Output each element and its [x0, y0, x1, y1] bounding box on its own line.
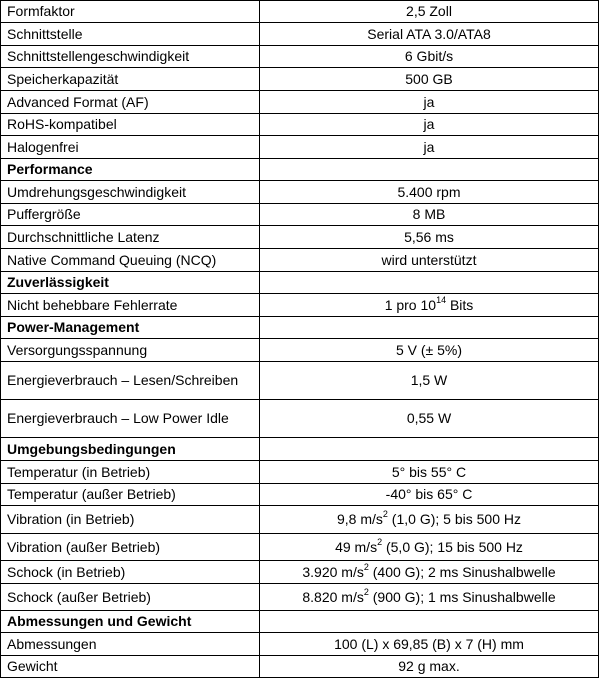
spec-value-exponent: 2 [363, 561, 369, 572]
section-row-power-management [1, 317, 599, 339]
section-heading: Zuverlässigkeit [1, 272, 260, 294]
section-row-abmessungen-und-gewicht [1, 611, 599, 633]
spec-row-vibration-in-betrieb [1, 506, 599, 534]
spec-label: Energieverbrauch – Low Power Idle [1, 400, 260, 438]
spec-label: Speicherkapazität [1, 68, 260, 91]
section-heading: Power-Management [1, 317, 260, 339]
section-empty-cell [260, 611, 599, 633]
spec-label: Native Command Queuing (NCQ) [1, 249, 260, 272]
spec-value-exponent: 2 [382, 509, 388, 519]
spec-value: 5 V (± 5%) [260, 339, 599, 362]
spec-row-vibration-ausser-betrieb [1, 534, 599, 561]
spec-row-temperatur-ausser-betrieb [1, 484, 599, 506]
spec-row-gewicht [1, 656, 599, 678]
spec-value-exponent: 14 [436, 294, 447, 305]
spec-row-durchschnittliche-latenz [1, 226, 599, 249]
spec-label: Formfaktor [1, 1, 260, 23]
spec-value [260, 294, 599, 317]
section-heading: Abmessungen und Gewicht [1, 611, 260, 633]
spec-row-schock-in-betrieb [1, 561, 599, 584]
spec-value: 92 g max. [260, 656, 599, 678]
spec-row-abmessungen [1, 633, 599, 656]
spec-value: -40° bis 65° C [260, 484, 599, 506]
spec-row-rohs-kompatibel [1, 114, 599, 136]
spec-label: RoHS-kompatibel [1, 114, 260, 136]
spec-value-suffix: (900 G); 1 ms Sinushalbwelle [368, 588, 556, 605]
spec-value [260, 506, 599, 534]
spec-label: Abmessungen [1, 633, 260, 656]
spec-row-nicht-behebbare-fehlerrate [1, 294, 599, 317]
spec-value [260, 561, 599, 584]
spec-label: Schock (außer Betrieb) [1, 584, 260, 611]
spec-value: 500 GB [260, 68, 599, 91]
spec-label: Versorgungsspannung [1, 339, 260, 362]
spec-row-versorgungsspannung [1, 339, 599, 362]
spec-value-suffix: Bits [446, 296, 474, 313]
spec-label: Temperatur (außer Betrieb) [1, 484, 260, 506]
spec-value-main: 8.820 m/s [302, 588, 364, 605]
spec-value: ja [260, 91, 599, 114]
spec-row-puffergroesse [1, 204, 599, 226]
section-heading: Umgebungsbedingungen [1, 438, 260, 461]
spec-value-exponent: 2 [377, 536, 383, 547]
spec-value: 6 Gbit/s [260, 46, 599, 68]
spec-row-schnittstellengeschwindigkeit [1, 46, 599, 68]
spec-value: Serial ATA 3.0/ATA8 [260, 23, 599, 46]
section-row-zuverlaessigkeit [1, 272, 599, 294]
spec-row-speicherkapazitaet [1, 68, 599, 91]
spec-value: 5,56 ms [260, 226, 599, 249]
spec-value: 100 (L) x 69,85 (B) x 7 (H) mm [260, 633, 599, 656]
spec-value: 1,5 W [260, 362, 599, 400]
spec-row-halogenfrei [1, 136, 599, 159]
section-row-umgebungsbedingungen [1, 438, 599, 461]
section-heading: Performance [1, 159, 260, 181]
spec-value-main: 49 m/s [335, 538, 378, 555]
spec-value-suffix: (400 G); 2 ms Sinushalbwelle [368, 563, 556, 580]
spec-value: 8 MB [260, 204, 599, 226]
section-row-performance [1, 159, 599, 181]
spec-value-main: 1 pro 10 [384, 296, 437, 313]
spec-label: Umdrehungsgeschwindigkeit [1, 181, 260, 204]
spec-value-main: 3.920 m/s [302, 563, 364, 580]
spec-value-suffix: (1,0 G); 5 bis 500 Hz [387, 511, 521, 527]
spec-value: 2,5 Zoll [260, 1, 599, 23]
spec-row-umdrehungsgeschwindigkeit [1, 181, 599, 204]
spec-label: Nicht behebbare Fehlerrate [1, 294, 260, 317]
spec-row-advanced-format-af [1, 91, 599, 114]
spec-row-energieverbrauch-lesen-schreiben [1, 362, 599, 400]
spec-row-formfaktor [1, 1, 599, 23]
spec-row-schock-ausser-betrieb [1, 584, 599, 611]
section-empty-cell [260, 438, 599, 461]
spec-label: Energieverbrauch – Lesen/Schreiben [1, 362, 260, 400]
spec-value [260, 584, 599, 611]
spec-value: 5.400 rpm [260, 181, 599, 204]
spec-label: Temperatur (in Betrieb) [1, 461, 260, 484]
spec-row-energieverbrauch-low-power-idle [1, 400, 599, 438]
spec-row-native-command-queuing-ncq [1, 249, 599, 272]
spec-value: 0,55 W [260, 400, 599, 438]
spec-label: Schnittstelle [1, 23, 260, 46]
spec-label: Halogenfrei [1, 136, 260, 159]
spec-value [260, 534, 599, 561]
spec-label: Puffergröße [1, 204, 260, 226]
spec-value: 5° bis 55° C [260, 461, 599, 484]
spec-value-exponent: 2 [363, 586, 369, 597]
spec-row-schnittstelle [1, 23, 599, 46]
spec-value-main: 9,8 m/s [337, 511, 383, 527]
spec-value-suffix: (5,0 G); 15 bis 500 Hz [382, 538, 523, 555]
spec-value: ja [260, 136, 599, 159]
spec-label: Schnittstellengeschwindigkeit [1, 46, 260, 68]
spec-value: ja [260, 114, 599, 136]
section-empty-cell [260, 317, 599, 339]
spec-label: Schock (in Betrieb) [1, 561, 260, 584]
section-empty-cell [260, 159, 599, 181]
spec-label: Vibration (außer Betrieb) [1, 534, 260, 561]
spec-label: Durchschnittliche Latenz [1, 226, 260, 249]
spec-table-body [1, 1, 599, 678]
section-empty-cell [260, 272, 599, 294]
spec-label: Advanced Format (AF) [1, 91, 260, 114]
spec-value: wird unterstützt [260, 249, 599, 272]
spec-row-temperatur-in-betrieb [1, 461, 599, 484]
spec-label: Vibration (in Betrieb) [1, 506, 260, 534]
spec-label: Gewicht [1, 656, 260, 678]
